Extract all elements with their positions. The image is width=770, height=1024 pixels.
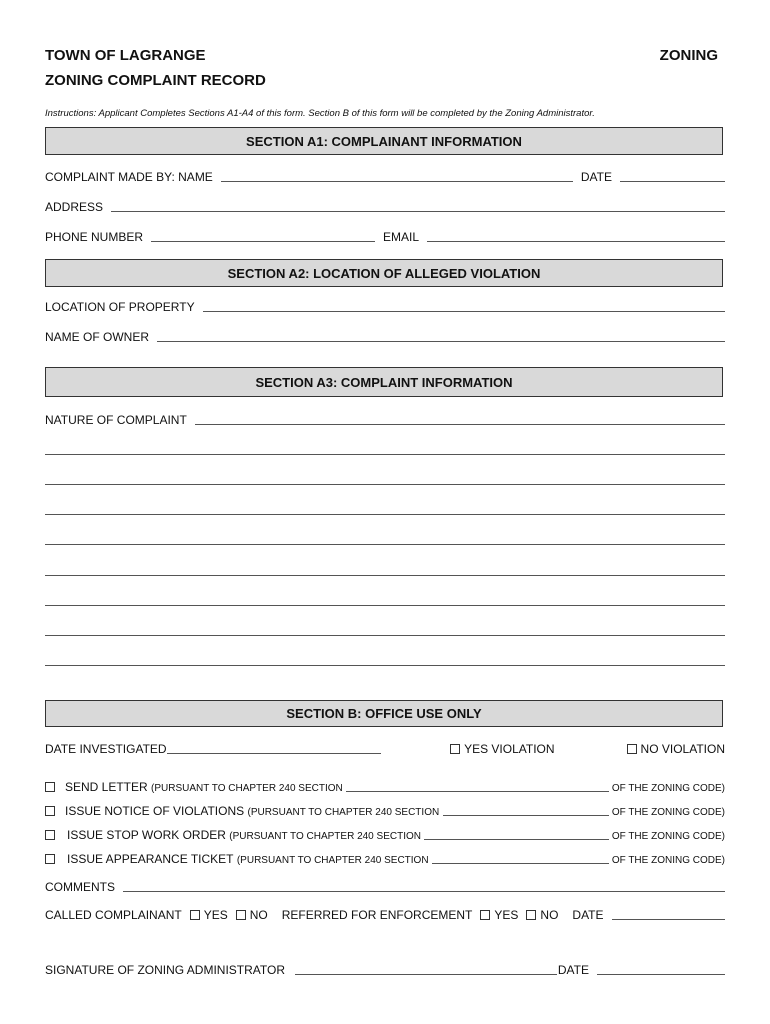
yes-violation-checkbox[interactable] <box>450 744 460 754</box>
action-main-label: SEND LETTER <box>65 780 148 794</box>
phone-email-row <box>45 228 725 244</box>
nature-label: NATURE OF COMPLAINT <box>45 413 187 427</box>
signature-row <box>45 961 725 977</box>
address-field[interactable] <box>111 211 725 212</box>
called-no-checkbox[interactable] <box>236 910 246 920</box>
name-date-row <box>45 168 725 184</box>
action-row-stop-work <box>45 826 725 842</box>
section-a2-heading: SECTION A2: LOCATION OF ALLEGED VIOLATION <box>45 259 723 287</box>
signature-date-label: DATE <box>557 963 589 977</box>
complaint-line[interactable] <box>45 484 725 485</box>
complaint-line[interactable] <box>45 514 725 515</box>
owner-row <box>45 328 725 344</box>
action-suffix-label: OF THE ZONING CODE) <box>611 783 725 794</box>
signature-label: SIGNATURE OF ZONING ADMINISTRATOR <box>45 963 286 977</box>
location-row <box>45 298 725 314</box>
complaint-line[interactable] <box>45 544 725 545</box>
action-sub-label: (PURSUANT TO CHAPTER 240 SECTION <box>247 807 440 818</box>
referred-no-checkbox[interactable] <box>526 910 536 920</box>
comments-label: COMMENTS <box>45 880 115 894</box>
no-violation-checkbox[interactable] <box>627 744 637 754</box>
section-b-heading: SECTION B: OFFICE USE ONLY <box>45 700 723 727</box>
date-field[interactable] <box>620 181 725 182</box>
form-title: ZONING COMPLAINT RECORD <box>45 72 266 89</box>
phone-field[interactable] <box>151 241 375 242</box>
signature-field[interactable] <box>295 974 557 975</box>
owner-label: NAME OF OWNER <box>45 330 149 344</box>
action-sub-label: (PURSUANT TO CHAPTER 240 SECTION <box>236 855 429 866</box>
section-a1-heading: SECTION A1: COMPLAINANT INFORMATION <box>45 127 723 155</box>
address-row <box>45 198 725 214</box>
action-main-label: ISSUE APPEARANCE TICKET <box>67 852 234 866</box>
action-row-send-letter <box>45 778 725 794</box>
referred-yes-label: YES <box>494 908 519 922</box>
action-suffix-label: OF THE ZONING CODE) <box>611 855 725 866</box>
called-yes-checkbox[interactable] <box>190 910 200 920</box>
complaint-line[interactable] <box>45 454 725 455</box>
action-row-appearance <box>45 850 725 866</box>
appearance-ticket-checkbox[interactable] <box>45 854 55 864</box>
called-yes-label: YES <box>203 908 228 922</box>
date-investigated-field[interactable] <box>167 753 381 754</box>
town-name: TOWN OF LAGRANGE <box>45 47 206 64</box>
department-name: ZONING <box>659 47 718 64</box>
instructions: Instructions: Applicant Completes Sections A1-A4 of this form. Section B of this form will be completed by the Zoning Administrator. <box>45 108 595 119</box>
referred-yes-checkbox[interactable] <box>480 910 490 920</box>
action-section-field[interactable] <box>346 791 608 792</box>
action-row-notice <box>45 802 725 818</box>
action-suffix-label: OF THE ZONING CODE) <box>611 831 725 842</box>
signature-date-field[interactable] <box>597 974 725 975</box>
followup-date-field[interactable] <box>612 919 725 920</box>
investigation-row <box>45 740 725 756</box>
referred-label: REFERRED FOR ENFORCEMENT <box>281 908 473 922</box>
date-investigated-label: DATE INVESTIGATED <box>45 742 167 756</box>
followup-row <box>45 906 725 922</box>
action-section-field[interactable] <box>432 863 609 864</box>
called-no-label: NO <box>249 908 268 922</box>
complaint-line[interactable] <box>45 575 725 576</box>
action-sub-label: (PURSUANT TO CHAPTER 240 SECTION <box>229 831 421 842</box>
called-complainant-label: CALLED COMPLAINANT <box>45 908 182 922</box>
name-field[interactable] <box>221 181 573 182</box>
referred-no-label: NO <box>540 908 559 922</box>
no-violation-label: NO VIOLATION <box>640 742 725 756</box>
followup-date-label: DATE <box>572 908 604 922</box>
yes-violation-label: YES VIOLATION <box>464 742 555 756</box>
location-field[interactable] <box>203 311 725 312</box>
nature-row <box>45 411 725 427</box>
send-letter-checkbox[interactable] <box>45 782 55 792</box>
issue-notice-checkbox[interactable] <box>45 806 55 816</box>
action-section-field[interactable] <box>443 815 609 816</box>
comments-row <box>45 878 725 894</box>
name-label: COMPLAINT MADE BY: NAME <box>45 170 213 184</box>
nature-field[interactable] <box>195 424 725 425</box>
owner-field[interactable] <box>157 341 725 342</box>
location-label: LOCATION OF PROPERTY <box>45 300 195 314</box>
stop-work-checkbox[interactable] <box>45 830 55 840</box>
action-section-field[interactable] <box>424 839 608 840</box>
date-label: DATE <box>580 170 612 184</box>
comments-field[interactable] <box>123 891 725 892</box>
email-field[interactable] <box>427 241 725 242</box>
phone-label: PHONE NUMBER <box>45 230 144 244</box>
address-label: ADDRESS <box>45 200 104 214</box>
action-sub-label: (PURSUANT TO CHAPTER 240 SECTION <box>151 783 343 794</box>
action-main-label: ISSUE NOTICE OF VIOLATIONS <box>65 804 245 818</box>
action-main-label: ISSUE STOP WORK ORDER <box>67 828 226 842</box>
section-a3-heading: SECTION A3: COMPLAINT INFORMATION <box>45 367 723 397</box>
complaint-line[interactable] <box>45 635 725 636</box>
action-suffix-label: OF THE ZONING CODE) <box>611 807 725 818</box>
email-label: EMAIL <box>383 230 420 244</box>
complaint-line[interactable] <box>45 665 725 666</box>
complaint-line[interactable] <box>45 605 725 606</box>
